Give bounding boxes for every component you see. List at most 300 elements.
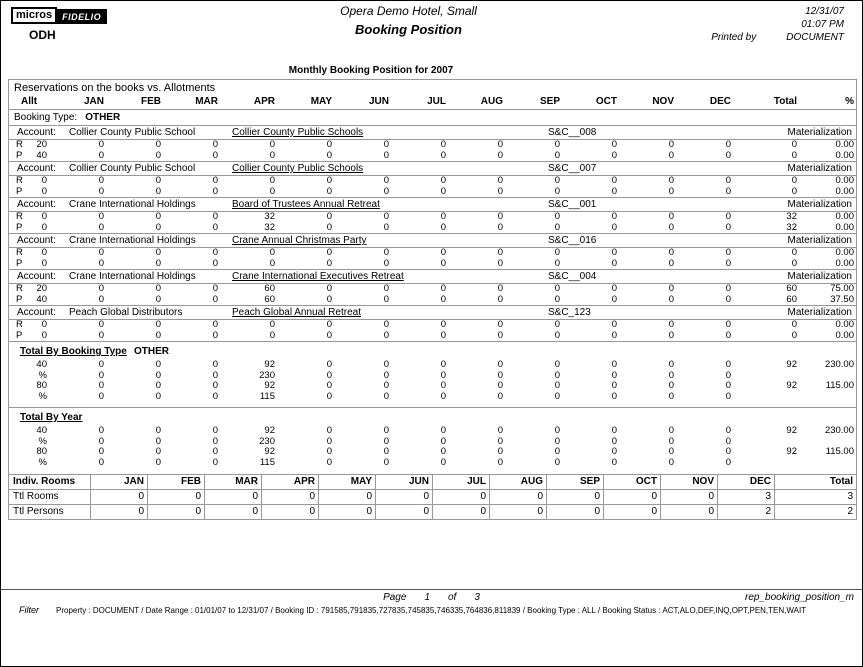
- month-value: 0: [155, 293, 161, 305]
- month-value: 0: [725, 293, 731, 305]
- month-value: 0: [725, 425, 731, 436]
- month-value: 0: [326, 175, 332, 186]
- month-value: 0: [98, 329, 104, 341]
- materialization-label: Materialization: [787, 307, 852, 318]
- total-value: 92: [786, 359, 797, 370]
- month-value: 0: [155, 185, 161, 197]
- month-value: 0: [326, 293, 332, 305]
- month-value: 0: [611, 329, 617, 341]
- allotment-value: 40: [36, 149, 47, 161]
- month-value: 0: [212, 446, 218, 457]
- booking-type-value: OTHER: [85, 112, 121, 123]
- month-value: 0: [668, 425, 674, 436]
- month-value: 0: [611, 390, 617, 402]
- month-value: 0: [668, 185, 674, 197]
- month-value: 0: [155, 257, 161, 269]
- row-label: [9, 426, 29, 437]
- month-value: 0: [269, 149, 275, 161]
- month-value: 0: [383, 257, 389, 269]
- month-value: 0: [440, 369, 446, 381]
- month-value: 0: [603, 490, 660, 504]
- booking-values-row: [9, 295, 856, 306]
- month-value: 0: [155, 211, 161, 222]
- month-value: 92: [264, 446, 275, 457]
- account-label: Account:: [17, 271, 56, 282]
- month-value: 0: [383, 380, 389, 391]
- month-value: 0: [668, 149, 674, 161]
- report-subtitle: Monthly Booking Position for 2007: [288, 65, 454, 76]
- month-value: 0: [497, 446, 503, 457]
- indiv-column-may: MAY: [318, 475, 375, 489]
- month-value: 0: [212, 149, 218, 161]
- month-value: 0: [497, 359, 503, 370]
- month-value: 0: [98, 257, 104, 269]
- pct-value: 115.00: [825, 446, 854, 457]
- allotment-value: 0: [41, 319, 47, 330]
- month-value: 0: [212, 359, 218, 370]
- month-value: 0: [98, 149, 104, 161]
- month-value: 0: [204, 490, 261, 504]
- materialization-label: Materialization: [787, 163, 852, 174]
- row-label: [9, 371, 29, 382]
- month-value: 0: [668, 283, 674, 294]
- booking-values-row: [9, 284, 856, 295]
- booking-type-row: [9, 110, 856, 125]
- month-value: 0: [668, 293, 674, 305]
- column-header-nov: NOV: [652, 96, 674, 107]
- event-name: Collier County Public Schools: [232, 127, 364, 138]
- month-value: 0: [155, 435, 161, 447]
- total-section-header: [9, 344, 856, 360]
- divider: [9, 407, 856, 408]
- booking-values-row: [9, 212, 856, 223]
- allotment-value: 0: [41, 175, 47, 186]
- booking-values-row: [9, 140, 856, 151]
- allotment-value: 20: [36, 283, 47, 294]
- month-value: 0: [326, 257, 332, 269]
- month-value: 0: [554, 390, 560, 402]
- booking-values-row: [9, 187, 856, 198]
- month-value: 0: [212, 369, 218, 381]
- booking-values-row: [9, 223, 856, 234]
- month-value: 0: [554, 247, 560, 258]
- printed-by-row: [711, 31, 844, 44]
- pct-value: 0.00: [835, 185, 854, 197]
- month-value: 0: [147, 490, 204, 504]
- pct-value: 0.00: [835, 211, 854, 222]
- allotment-value: 80: [36, 446, 47, 457]
- month-value: 0: [440, 139, 446, 150]
- month-value: 0: [554, 329, 560, 341]
- month-value: 0: [269, 247, 275, 258]
- account-label: Account:: [17, 235, 56, 246]
- month-value: 0: [611, 247, 617, 258]
- month-value: 0: [212, 247, 218, 258]
- month-value: 0: [440, 247, 446, 258]
- total-values-row: [9, 360, 856, 371]
- month-value: 0: [383, 390, 389, 402]
- month-value: 0: [98, 185, 104, 197]
- total-value: 92: [786, 425, 797, 436]
- booking-values-row: [9, 248, 856, 259]
- month-value: 0: [611, 257, 617, 269]
- month-value: 0: [440, 456, 446, 468]
- month-value: 0: [668, 435, 674, 447]
- month-value: 0: [668, 257, 674, 269]
- allotment-value: 20: [36, 139, 47, 150]
- month-value: 0: [725, 390, 731, 402]
- account-label: Account:: [17, 199, 56, 210]
- total-value: 0: [791, 139, 797, 150]
- month-value: 0: [269, 257, 275, 269]
- row-label: P: [16, 185, 23, 197]
- month-value: 2: [717, 505, 774, 519]
- month-value: 0: [668, 359, 674, 370]
- column-header-jul: JUL: [427, 96, 446, 107]
- indiv-rooms-title: Indiv. Rooms: [13, 476, 76, 487]
- print-info: [711, 5, 844, 44]
- total-value: 3: [774, 490, 856, 504]
- month-value: 0: [554, 293, 560, 305]
- month-value: 0: [98, 380, 104, 391]
- total-section-value: OTHER: [134, 346, 169, 357]
- booking-values-row: [9, 176, 856, 187]
- footer-divider: [1, 589, 862, 590]
- month-value: 0: [660, 505, 717, 519]
- total-value: 0: [791, 329, 797, 341]
- month-value: 0: [497, 149, 503, 161]
- month-value: 0: [725, 446, 731, 457]
- month-value: 0: [98, 211, 104, 222]
- allotment-value: 40: [36, 359, 47, 370]
- indiv-column-aug: AUG: [489, 475, 546, 489]
- divider: [9, 341, 856, 342]
- month-value: 0: [554, 369, 560, 381]
- booking-type-label: Booking Type:: [14, 112, 78, 123]
- month-value: 0: [554, 446, 560, 457]
- total-values-row: [9, 447, 856, 458]
- allotment-value: 0: [41, 257, 47, 269]
- month-value: 0: [725, 247, 731, 258]
- pct-value: 0.00: [835, 175, 854, 186]
- month-value: 0: [546, 505, 603, 519]
- month-value: 0: [660, 490, 717, 504]
- allotment-value: %: [38, 456, 47, 468]
- report-title: Booking Position: [355, 22, 462, 37]
- pct-value: 75.00: [830, 283, 854, 294]
- month-value: 0: [90, 490, 147, 504]
- month-value: 0: [554, 456, 560, 468]
- month-value: 0: [440, 329, 446, 341]
- month-value: 0: [668, 221, 674, 233]
- month-value: 0: [90, 505, 147, 519]
- month-value: 0: [725, 175, 731, 186]
- month-value: 0: [269, 319, 275, 330]
- pct-value: 0.00: [835, 139, 854, 150]
- month-value: 0: [611, 319, 617, 330]
- filter-label: Filter: [19, 605, 39, 615]
- month-value: 0: [326, 456, 332, 468]
- total-values-row: [9, 392, 856, 403]
- column-header-dec: DEC: [709, 96, 731, 107]
- month-value: 0: [440, 283, 446, 294]
- month-value: 60: [264, 283, 275, 294]
- booking-code: S&C__007: [548, 163, 597, 174]
- month-value: 32: [264, 211, 275, 222]
- month-value: 0: [611, 149, 617, 161]
- month-value: 0: [725, 456, 731, 468]
- indiv-column-apr: APR: [261, 475, 318, 489]
- month-value: 0: [440, 359, 446, 370]
- row-label: [9, 360, 29, 371]
- month-value: 0: [212, 329, 218, 341]
- account-name: Collier County Public School: [69, 163, 196, 174]
- allotment-value: 0: [41, 247, 47, 258]
- column-header-sep: SEP: [539, 96, 560, 107]
- month-value: 0: [326, 425, 332, 436]
- month-value: 0: [155, 446, 161, 457]
- month-value: 0: [554, 319, 560, 330]
- materialization-label: Materialization: [787, 235, 852, 246]
- month-value: 0: [98, 369, 104, 381]
- pct-value: 230.00: [824, 359, 854, 370]
- month-value: 0: [212, 380, 218, 391]
- month-value: 0: [497, 211, 503, 222]
- month-value: 0: [497, 390, 503, 402]
- indiv-column-feb: FEB: [147, 475, 204, 489]
- month-value: 0: [611, 456, 617, 468]
- total-value: 0: [791, 149, 797, 161]
- row-label: R: [16, 139, 23, 150]
- month-value: 0: [497, 425, 503, 436]
- total-value: 0: [791, 175, 797, 186]
- month-value: 0: [440, 319, 446, 330]
- page-label: Page: [383, 592, 407, 603]
- month-value: 0: [611, 293, 617, 305]
- total-section-label: Total By Year: [20, 412, 83, 423]
- month-value: 0: [440, 257, 446, 269]
- event-name: Board of Trustees Annual Retreat: [232, 199, 380, 210]
- month-value: 0: [668, 456, 674, 468]
- month-value: 0: [155, 369, 161, 381]
- booking-values-row: [9, 151, 856, 162]
- month-value: 0: [611, 435, 617, 447]
- row-label: P: [16, 293, 23, 305]
- column-header-jun: JUN: [368, 96, 389, 107]
- total-section-rows: [9, 426, 856, 468]
- month-value: 0: [98, 247, 104, 258]
- month-value: 0: [269, 329, 275, 341]
- month-value: 92: [264, 380, 275, 391]
- month-value: 0: [668, 319, 674, 330]
- month-value: 0: [554, 283, 560, 294]
- month-value: 0: [155, 149, 161, 161]
- page-indicator: [1, 592, 862, 603]
- account-name: Crane International Holdings: [69, 235, 196, 246]
- month-value: 0: [383, 149, 389, 161]
- account-header-row: [9, 126, 856, 139]
- month-value: 0: [326, 319, 332, 330]
- total-value: [733, 392, 799, 403]
- month-value: 0: [725, 211, 731, 222]
- indiv-rooms-data-row: [9, 505, 856, 520]
- month-value: 0: [155, 380, 161, 391]
- month-value: 0: [497, 293, 503, 305]
- month-value: 0: [668, 369, 674, 381]
- column-header-feb: FEB: [141, 96, 161, 107]
- indiv-column-nov: NOV: [660, 475, 717, 489]
- month-value: 0: [497, 221, 503, 233]
- month-value: 0: [326, 211, 332, 222]
- booking-values-row: [9, 331, 856, 342]
- hotel-name: Opera Demo Hotel, Small: [340, 4, 477, 18]
- month-value: 0: [383, 456, 389, 468]
- month-value: 0: [212, 319, 218, 330]
- month-value: 0: [326, 185, 332, 197]
- month-value: 0: [212, 257, 218, 269]
- month-value: 0: [155, 139, 161, 150]
- month-value: 0: [554, 359, 560, 370]
- month-value: 0: [440, 175, 446, 186]
- month-value: 0: [155, 425, 161, 436]
- booking-code: S&C__004: [548, 271, 597, 282]
- event-name: Peach Global Annual Retreat: [232, 307, 361, 318]
- property-code: ODH: [29, 28, 56, 42]
- month-value: 0: [440, 425, 446, 436]
- month-value: 0: [383, 319, 389, 330]
- month-value: 0: [383, 247, 389, 258]
- booking-code: S&C__016: [548, 235, 597, 246]
- month-value: 0: [554, 435, 560, 447]
- month-value: 0: [725, 329, 731, 341]
- month-value: 0: [546, 490, 603, 504]
- month-value: 0: [326, 329, 332, 341]
- pct-value: 0.00: [835, 221, 854, 233]
- month-value: 0: [318, 505, 375, 519]
- month-value: 0: [326, 283, 332, 294]
- month-value: 0: [318, 490, 375, 504]
- account-header-row: [9, 234, 856, 247]
- month-value: 0: [383, 359, 389, 370]
- printed-by-label: Printed by: [711, 32, 757, 43]
- account-label: Account:: [17, 163, 56, 174]
- month-value: 0: [326, 149, 332, 161]
- month-value: 0: [212, 390, 218, 402]
- month-value: 0: [375, 490, 432, 504]
- allotment-value: 80: [36, 380, 47, 391]
- month-value: 0: [497, 435, 503, 447]
- event-name: Crane Annual Christmas Party: [232, 235, 367, 246]
- month-value: 0: [725, 221, 731, 233]
- month-value: 0: [383, 435, 389, 447]
- indiv-column-sep: SEP: [546, 475, 603, 489]
- month-value: 0: [611, 175, 617, 186]
- column-header-may: MAY: [310, 96, 332, 107]
- row-label: P: [16, 329, 23, 341]
- month-value: 0: [147, 505, 204, 519]
- month-value: 0: [440, 185, 446, 197]
- column-header-aug: AUG: [480, 96, 503, 107]
- month-value: 0: [98, 435, 104, 447]
- month-value: 0: [98, 456, 104, 468]
- row-label: [9, 458, 29, 469]
- month-value: 0: [440, 390, 446, 402]
- allotment-value: %: [38, 369, 47, 381]
- total-section-header: [9, 410, 856, 426]
- month-value: 0: [212, 211, 218, 222]
- total-section-rows: [9, 360, 856, 402]
- month-value: 0: [98, 293, 104, 305]
- month-value: 0: [725, 380, 731, 391]
- total-value: 60: [786, 283, 797, 294]
- total-value: 0: [791, 257, 797, 269]
- column-header-mar: MAR: [195, 96, 218, 107]
- month-value: 0: [98, 175, 104, 186]
- pct-value: 0.00: [835, 257, 854, 269]
- month-value: 0: [98, 319, 104, 330]
- month-value: 0: [326, 369, 332, 381]
- indiv-rooms-header-row: [9, 475, 856, 490]
- account-label: Account:: [17, 127, 56, 138]
- month-value: 0: [98, 390, 104, 402]
- month-value: 0: [611, 211, 617, 222]
- month-value: 0: [326, 221, 332, 233]
- pct-value: 230.00: [824, 425, 854, 436]
- month-value: 0: [155, 390, 161, 402]
- month-value: 0: [497, 257, 503, 269]
- column-header-apr: APR: [253, 96, 275, 107]
- row-label: Ttl Persons: [13, 506, 64, 517]
- total-value: 92: [786, 446, 797, 457]
- month-value: 0: [440, 435, 446, 447]
- column-header-oct: OCT: [595, 96, 617, 107]
- month-value: 0: [204, 505, 261, 519]
- row-label: P: [16, 257, 23, 269]
- month-value: 0: [326, 435, 332, 447]
- month-value: 0: [611, 185, 617, 197]
- indiv-column-jul: JUL: [432, 475, 489, 489]
- month-value: 0: [326, 139, 332, 150]
- report-id: rep_booking_position_m: [745, 592, 854, 603]
- month-value: 0: [155, 359, 161, 370]
- month-value: 0: [155, 329, 161, 341]
- month-value: 0: [326, 446, 332, 457]
- month-value: 0: [668, 380, 674, 391]
- month-value: 0: [725, 139, 731, 150]
- total-value: 0: [791, 185, 797, 197]
- month-value: 0: [269, 175, 275, 186]
- row-label: Ttl Rooms: [13, 491, 59, 502]
- month-value: 230: [259, 435, 275, 447]
- account-name: Crane International Holdings: [69, 199, 196, 210]
- page-number: 1: [424, 592, 430, 603]
- month-value: 0: [497, 329, 503, 341]
- month-value: 0: [554, 221, 560, 233]
- booking-code: S&C__001: [548, 199, 597, 210]
- month-value: 115: [259, 390, 275, 402]
- column-header-%: %: [845, 96, 854, 107]
- total-value: 92: [786, 380, 797, 391]
- month-value: 0: [440, 293, 446, 305]
- total-value: 0: [791, 319, 797, 330]
- row-label: R: [16, 175, 23, 186]
- month-value: 0: [326, 359, 332, 370]
- month-value: 0: [725, 185, 731, 197]
- of-label: of: [448, 592, 457, 603]
- pct-value: [799, 392, 856, 403]
- month-value: 0: [269, 185, 275, 197]
- page-total: 3: [474, 592, 480, 603]
